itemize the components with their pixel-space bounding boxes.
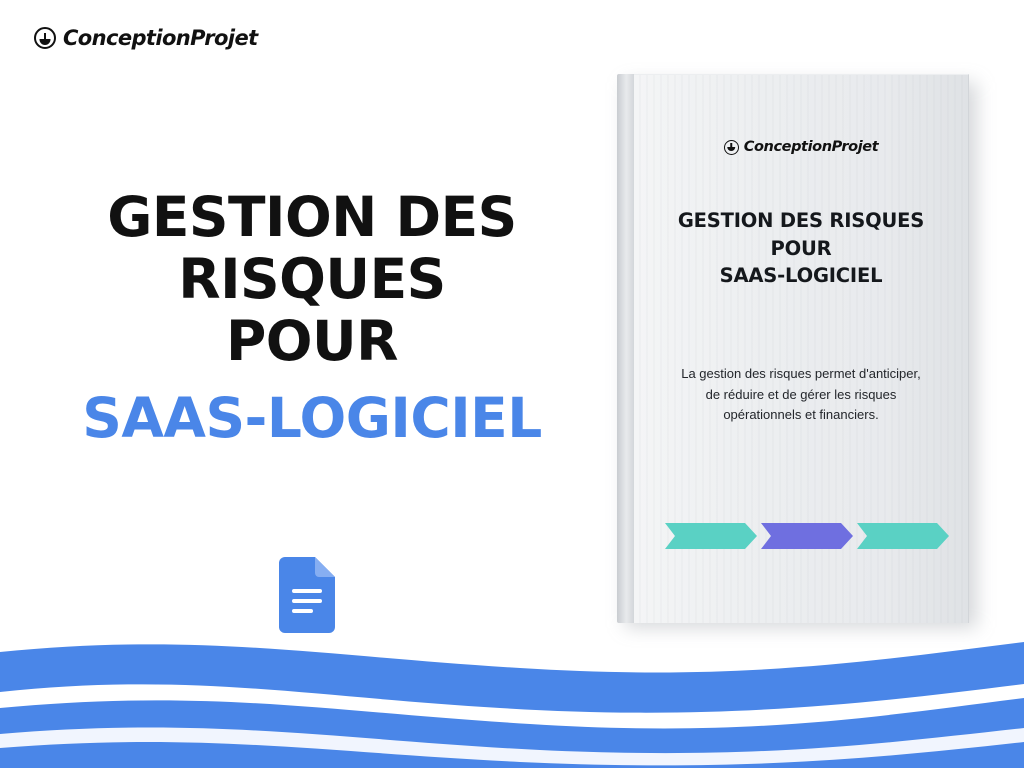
title-accent: SAAS-LOGICIEL: [82, 386, 542, 451]
brand-name: ConceptionProjet: [63, 26, 258, 50]
book-mockup: [617, 74, 977, 628]
google-docs-file-icon[interactable]: [279, 557, 335, 633]
bottom-ribbon-decoration: [0, 638, 1024, 768]
book-title-line-2: POUR: [770, 236, 832, 260]
chevron-arrow-1: [665, 523, 757, 549]
book-spine: [617, 74, 634, 623]
book-cover: [634, 74, 969, 623]
umbrella-circle-icon: [34, 27, 56, 49]
book-brand-logo: [664, 139, 938, 155]
brand-logo: [34, 26, 258, 50]
book-brand-name: ConceptionProjet: [743, 139, 879, 155]
book-title-line-3: SAAS-LOGICIEL: [719, 264, 883, 288]
page-title: [20, 186, 604, 449]
book-title: [664, 207, 938, 290]
title-line-2: POUR: [225, 309, 399, 374]
chevron-arrow-2: [761, 523, 853, 549]
chevron-arrow-3: [857, 523, 949, 549]
umbrella-circle-icon: [724, 140, 739, 155]
book-description: La gestion des risques permet d'anticiper, de réduire et de gérer les risques opérationnels et financiers.: [681, 366, 921, 423]
title-line-1: GESTION DES RISQUES: [107, 185, 517, 312]
book-title-line-1: GESTION DES RISQUES: [677, 209, 925, 232]
chevron-strip: [665, 523, 953, 549]
